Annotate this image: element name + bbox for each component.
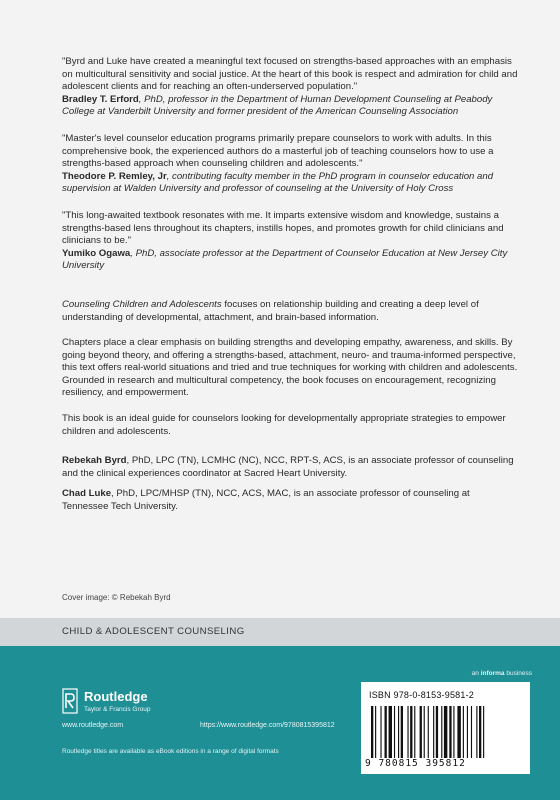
endorser-name: Yumiko Ogawa: [62, 247, 131, 259]
endorsement: [62, 56, 518, 119]
publisher-group: Taylor & Francis Group: [84, 706, 151, 713]
endorsement: [62, 133, 518, 196]
isbn-text: ISBN 978-0-8153-9581-2: [369, 690, 474, 700]
publisher-name: Routledge: [84, 689, 148, 704]
endorser-affiliation: , contributing faculty member in the PhD program in counselor education and supervision at Walden University and professor of counseling at the University of Holy Cross: [62, 170, 494, 195]
publisher-footer: [0, 646, 560, 800]
cover-credit: Cover image: © Rebekah Byrd: [62, 593, 171, 602]
author-name: Rebekah Byrd: [62, 455, 127, 467]
barcode-digits: 9 780815 395812: [365, 758, 466, 769]
author-bio: Rebekah Byrd, PhD, LPC (TN), LCMHC (NC), NCC, RPT-S, ACS, is an associate professor of counseling and the clinical experiences coordinator at Sacred Heart University.: [62, 455, 514, 479]
author-bio: Chad Luke, PhD, LPC/MHSP (TN), NCC, ACS, MAC, is an associate professor of counseling at Tennessee Tech University.: [62, 488, 470, 513]
description-paragraph: Counseling Children and Adolescents focuses on relationship building and creating a deep level of understanding of developmental, attachment, and brain-based information.: [62, 298, 479, 323]
category-band: [0, 618, 560, 646]
endorser-affiliation: , PhD, professor in the Department of Human Development Counseling at Peabody College at Vanderbilt University and former president of the American Counseling Association: [62, 93, 493, 118]
endorsement-quote: "Master's level counselor education programs primarily prepare counselors to work with adults. In this comprehensive book, the experienced authors do a masterful job of teaching counselors how to use a strengths-based approach when counseling children and adolescents.": [62, 132, 494, 170]
endorser-name: Theodore P. Remley, Jr: [62, 170, 167, 182]
routledge-logo-icon: [62, 688, 78, 714]
category-label: CHILD & ADOLESCENT COUNSELING: [62, 626, 245, 637]
book-url-link[interactable]: https://www.routledge.com/9780815395812: [200, 722, 335, 729]
publisher-site-link[interactable]: www.routledge.com: [62, 722, 124, 729]
description-paragraph: Chapters place a clear emphasis on building strengths and developing empathy, awareness, and skills. By going beyond theory, and offering a strengths-based, attachment, neuro- and trauma-informed perspective, this text offers real-world situations and tried and true techniques for working with children and adolescents. Grounded in research and multicultural competency, the book focuses on encouragement, recognizing resiliency, and empowerment.: [62, 337, 518, 399]
ebook-note: Routledge titles are available as eBook editions in a range of digital formats: [62, 748, 279, 755]
main-text: [62, 56, 518, 522]
endorser-name: Bradley T. Erford: [62, 93, 139, 105]
description-paragraph: This book is an ideal guide for counselors looking for developmentally appropriate strategies to empower children and adolescents.: [62, 413, 506, 437]
endorsement: [62, 210, 518, 273]
informa-tagline: an informa business: [471, 670, 532, 677]
endorser-affiliation: , PhD, associate professor at the Department of Counselor Education at New Jersey City University: [62, 247, 508, 272]
barcode-panel: [361, 682, 530, 774]
endorsement-quote: "Byrd and Luke have created a meaningful text focused on strengths-based approaches with an emphasis on multicultural sensitivity and social justice. At the heart of this book is respect and admiration for child and adolescent clients and for reaching an often-underserved population.": [62, 56, 518, 93]
barcode-icon: [371, 706, 520, 758]
endorsement-quote: "This long-awaited textbook resonates with me. It imparts extensive wisdom and knowledge, sustains a strengths-based lens throughout its chapters, instills hopes, and promotes growth for child clinicians and clinicians to be.": [62, 209, 504, 247]
book-title: Counseling Children and Adolescents: [62, 298, 222, 310]
author-name: Chad Luke: [62, 488, 112, 500]
